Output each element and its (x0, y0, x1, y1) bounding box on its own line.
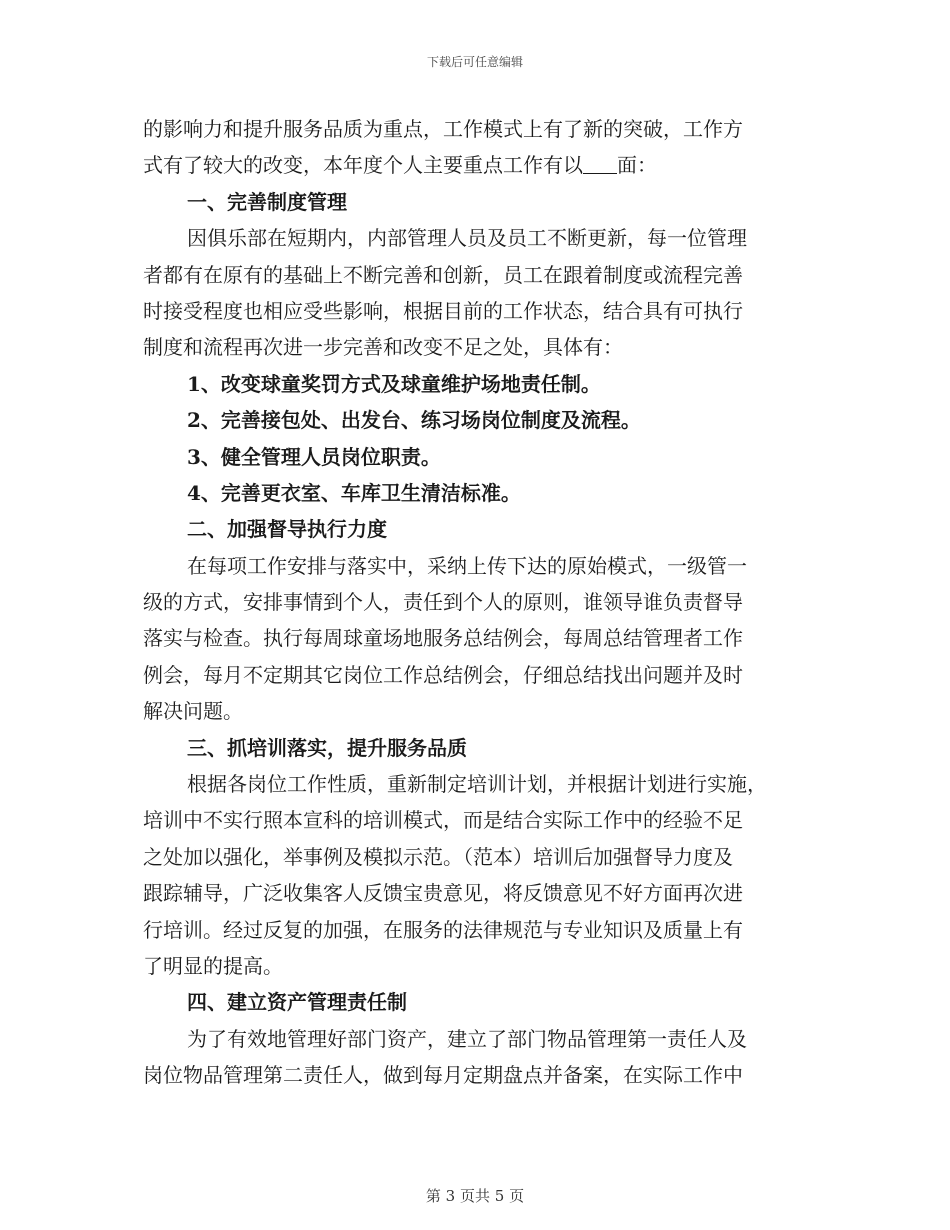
body-line: 因俱乐部在短期内，内部管理人员及员工不断更新，每一位管理 (187, 226, 747, 251)
body-line: 时接受程度也相应受些影响，根据目前的工作状态，结合具有可执行 (143, 298, 743, 323)
body-line: 之处加以强化，举事例及模拟示范。（范本）培训后加强督导力度及 (143, 844, 733, 869)
list-item: 2、完善接包处、出发台、练习场岗位制度及流程。 (187, 408, 641, 433)
body-line: 根据各岗位工作性质，重新制定培训计划，并根据计划进行实施， (187, 772, 767, 797)
body-line: 级的方式，安排事情到个人，责任到个人的原则，谁领导谁负责督导 (143, 590, 743, 615)
body-text: 式有了较大的改变，本年度个人主要重点工作有以 (143, 153, 583, 178)
body-text: 面： (617, 153, 657, 178)
body-line: 为了有效地管理好部门资产，建立了部门物品管理第一责任人及 (187, 1026, 747, 1051)
body-line: 在每项工作安排与落实中，采纳上传下达的原始模式，一级管一 (187, 553, 747, 578)
page-header: 下载后可任意编辑 (426, 55, 523, 69)
body-line: 落实与检查。执行每周球童场地服务总结例会，每周总结管理者工作 (143, 626, 743, 651)
fill-in-blank (583, 153, 617, 174)
body-line: 岗位物品管理第二责任人，做到每月定期盘点并备案，在实际工作中 (143, 1063, 743, 1088)
body-line: 跟踪辅导，广泛收集客人反馈宝贵意见，将反馈意见不好方面再次进 (143, 881, 743, 906)
section-heading: 四、建立资产管理责任制 (187, 990, 407, 1015)
section-heading: 一、完善制度管理 (187, 189, 347, 214)
body-line: 解决问题。 (143, 699, 243, 724)
body-line (143, 147, 803, 183)
body-line: 培训中不实行照本宣科的培训模式，而是结合实际工作中的经验不足 (143, 808, 743, 833)
list-item: 1、改变球童奖罚方式及球童维护场地责任制。 (187, 371, 601, 396)
body-line: 制度和流程再次进一步完善和改变不足之处，具体有： (143, 335, 623, 360)
body-line: 了明显的提高。 (143, 953, 283, 978)
body-line: 行培训。经过反复的加强，在服务的法律规范与专业知识及质量上有 (143, 917, 743, 942)
body-line: 例会，每月不定期其它岗位工作总结例会，仔细总结找出问题并及时 (143, 662, 743, 687)
section-heading: 三、抓培训落实，提升服务品质 (187, 735, 467, 760)
page-footer: 第 3 页共 5 页 (425, 1187, 525, 1205)
body-line: 者都有在原有的基础上不断完善和创新，员工在跟着制度或流程完善 (143, 262, 743, 287)
list-item: 3、健全管理人员岗位职责。 (187, 444, 441, 469)
document-body (143, 111, 803, 1094)
body-line: 的影响力和提升服务品质为重点，工作模式上有了新的突破，工作方 (143, 117, 743, 141)
section-heading: 二、加强督导执行力度 (187, 517, 387, 542)
list-item: 4、完善更衣室、车库卫生清洁标准。 (187, 480, 521, 505)
